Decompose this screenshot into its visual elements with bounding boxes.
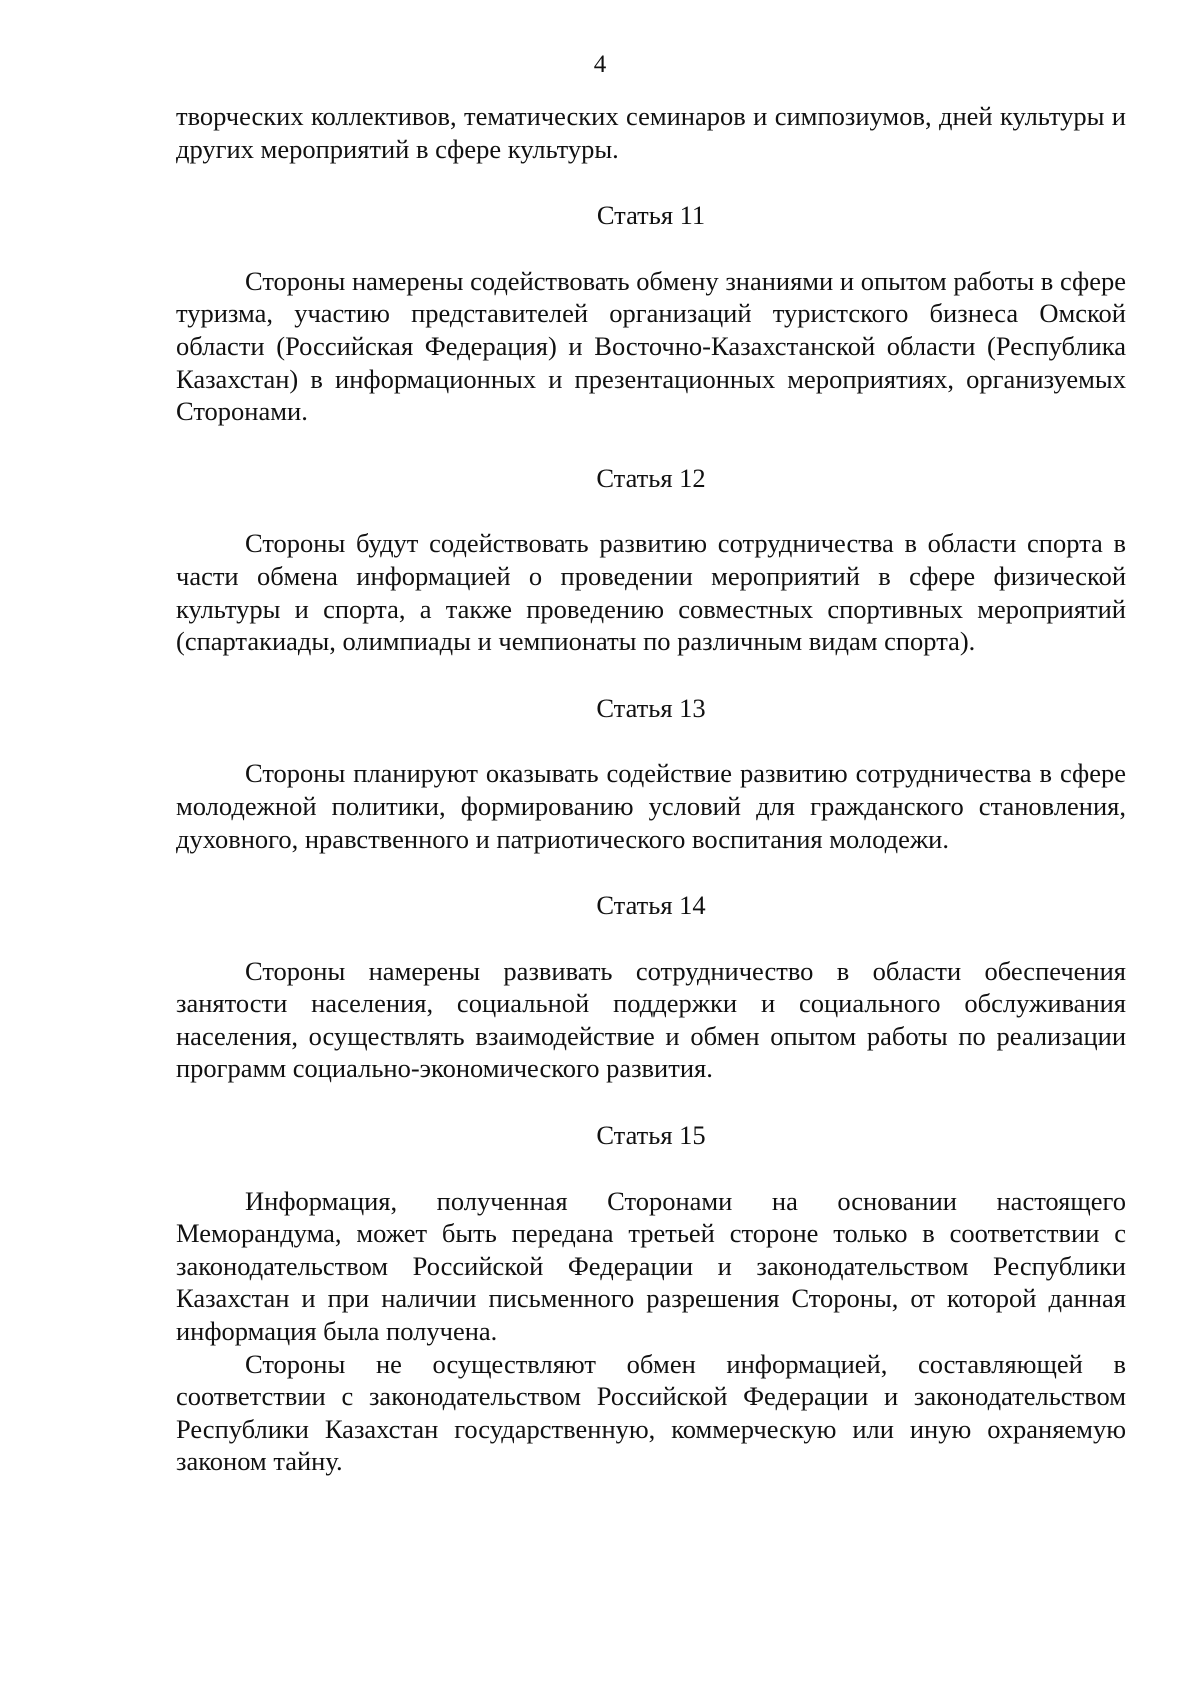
page-number: 4: [593, 51, 607, 78]
article-heading: Статья 12: [596, 462, 706, 493]
article-heading: Статья 11: [596, 200, 706, 231]
article-12: [176, 462, 1126, 658]
document-body: [176, 100, 1126, 1478]
intro-paragraph: творческих коллективов, тематических семинаров и симпозиумов, дней культуры и других мероприятий в сфере культуры.: [176, 101, 1126, 164]
article-heading: Статья 14: [596, 890, 706, 921]
article-paragraph: Стороны не осуществляют обмен информацией, составляющей в соответствии с законодательством Российской Федерации и законодательством Республики Казахстан государственную, коммерческую или иную охраняемую законом тайну.: [176, 1348, 1126, 1477]
article-heading: Статья 15: [596, 1120, 706, 1151]
article-15: [176, 1119, 1126, 1478]
article-heading: Статья 13: [596, 692, 706, 723]
article-paragraph: Стороны намерены развивать сотрудничество в области обеспечения занятости населения, социальной поддержки и социального обслуживания населения, осуществлять взаимодействие и обмен опытом работы по реализации программ социально-экономического развития.: [176, 955, 1126, 1084]
article-paragraph: Информация, полученная Сторонами на основании настоящего Меморандума, может быть передана третьей стороне только в соответствии с законодательством Российской Федерации и законодательством Республики Казахстан и при наличии письменного разрешения Стороны, от которой данная информация была получена.: [176, 1185, 1126, 1347]
article-13: [176, 692, 1126, 855]
article-paragraph: Стороны планируют оказывать содействие развитию сотрудничества в сфере молодежной политики, формированию условий для гражданского становления, духовного, нравственного и патриотического воспитания молодежи.: [176, 758, 1126, 854]
article-14: [176, 889, 1126, 1085]
article-11: [176, 199, 1126, 428]
article-paragraph: Стороны намерены содействовать обмену знаниями и опытом работы в сфере туризма, участию представителей организаций туристского бизнеса Омской области (Российская Федерация) и Восточно-Казахстанской области (Республика Казахстан) в информационных и презентационных мероприятиях, организуемых Сторонами.: [176, 265, 1126, 427]
article-paragraph: Стороны будут содействовать развитию сотрудничества в области спорта в части обмена информацией о проведении мероприятий в сфере физической культуры и спорта, а также проведению совместных спортивных мероприятий (спартакиады, олимпиады и чемпионаты по различным видам спорта).: [176, 528, 1126, 657]
